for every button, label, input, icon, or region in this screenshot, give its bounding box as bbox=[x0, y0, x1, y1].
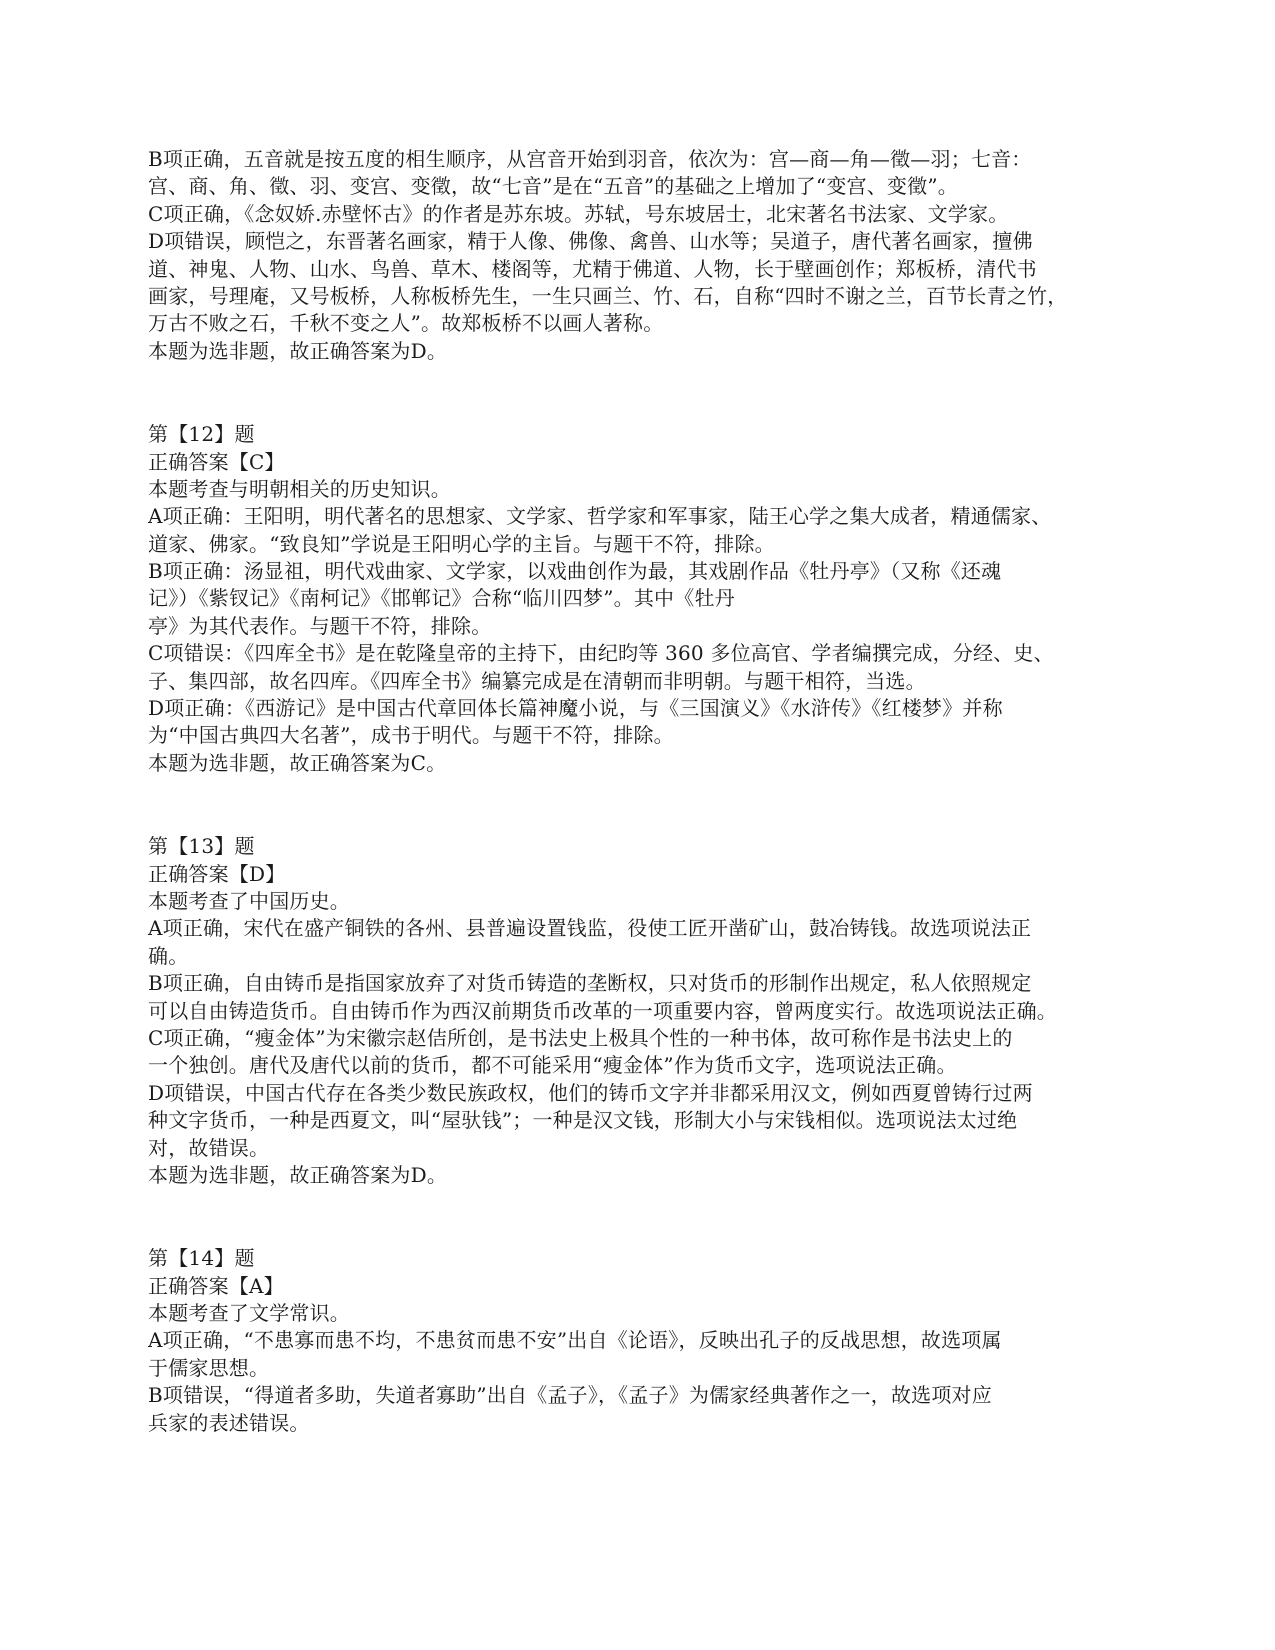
correct-answer: 正确答案【D】 bbox=[148, 861, 286, 886]
conclusion-line: 本题为选非题，故正确答案为D。 bbox=[148, 1162, 448, 1187]
explanation-line: 兵家的表述错误。 bbox=[148, 1410, 310, 1435]
explanation-line: B项正确，五音就是按五度的相生顺序，从宫音开始到羽音，依次为：宫—商—角—徵—羽；七音： bbox=[148, 147, 1032, 171]
explanation-line: B项正确：汤显祖，明代戏曲家、文学家，以戏曲创作为最，其戏剧作品《牡丹亭》（又称《还魂 bbox=[148, 559, 1002, 584]
explanation-line: 记》）《紫钗记》《南柯记》《邯郸记》合称“临川四梦”。其中《牡丹 bbox=[148, 586, 735, 611]
explanation-line: C项正确，“瘦金体”为宋徽宗赵佶所创，是书法史上极具个性的一种书体，故可称作是书法史上的 bbox=[148, 1025, 1013, 1050]
explanation-line: A项正确，宋代在盛产铜铁的各州、县普遍设置钱监，役使工匠开凿矿山，鼓冶铸钱。故选项说法正 bbox=[148, 916, 1032, 941]
explanation-line: 本题考查与明朝相关的历史知识。 bbox=[148, 476, 451, 501]
explanation-line: 宫、商、角、徵、羽、变宫、变徵，故“七音”是在“五音”的基础之上增加了“变宫、变徵”。 bbox=[148, 174, 958, 199]
explanation-line: 画家，号理庵，又号板桥，人称板桥先生，一生只画兰、竹、石，自称“四时不谢之兰，百节长青之竹， bbox=[148, 283, 1068, 308]
explanation-line: 子、集四部，故名四库。《四库全书》编纂完成是在清朝而非明朝。与题干相符，当选。 bbox=[148, 668, 926, 693]
section-spacer bbox=[148, 365, 1108, 421]
question-number: 第【12】题 bbox=[148, 422, 255, 447]
section-spacer bbox=[148, 1189, 1108, 1245]
explanation-line: B项正确，自由铸币是指国家放弃了对货币铸造的垄断权，只对货币的形制作出规定，私人依照规定 bbox=[148, 971, 1032, 996]
question-number: 第【14】题 bbox=[148, 1246, 255, 1271]
section-spacer bbox=[148, 777, 1108, 833]
correct-answer: 正确答案【C】 bbox=[148, 449, 285, 474]
explanation-line: B项错误，“得道者多助，失道者寡助”出自《孟子》，《孟子》为儒家经典著作之一，故选项对应 bbox=[148, 1383, 992, 1408]
explanation-line: 为“中国古典四大名著”，成书于明代。与题干不符，排除。 bbox=[148, 723, 674, 748]
explanation-line: 本题考查了文学常识。 bbox=[148, 1301, 350, 1326]
conclusion-line: 本题为选非题，故正确答案为C。 bbox=[148, 750, 447, 775]
explanation-line: 万古不败之石，千秋不变之人”。故郑板桥不以画人著称。 bbox=[148, 311, 664, 336]
document-page bbox=[148, 146, 1108, 1437]
explanation-line: 可以自由铸造货币。自由铸币作为西汉前期货币改革的一项重要内容，曾两度实行。故选项说法正确。 bbox=[148, 998, 1057, 1023]
explanation-line: A项正确，“不患寡而患不均，不患贫而患不安”出自《论语》，反映出孔子的反战思想，故选项属 bbox=[148, 1328, 1002, 1353]
explanation-line: 种文字货币，一种是西夏文，叫“屋驮钱”；一种是汉文钱，形制大小与宋钱相似。选项说法太过绝 bbox=[148, 1108, 1018, 1133]
question-12 bbox=[148, 421, 1108, 777]
explanation-line: C项正确，《念奴娇.赤壁怀古》的作者是苏东坡。苏轼，号东坡居士，北宋著名书法家、文学家。 bbox=[148, 201, 1009, 226]
explanation-line: D项错误，顾恺之，东晋著名画家，精于人像、佛像、禽兽、山水等；吴道子，唐代著名画家，擅佛 bbox=[148, 229, 1033, 254]
question-11-explanation bbox=[148, 146, 1108, 365]
explanation-line: D项错误，中国古代存在各类少数民族政权，他们的铸币文字并非都采用汉文，例如西夏曾铸行过两 bbox=[148, 1080, 1033, 1105]
correct-answer: 正确答案【A】 bbox=[148, 1273, 284, 1298]
explanation-line: C项错误：《四库全书》是在乾隆皇帝的主持下，由纪昀等 360 多位高官、学者编撰完成，分经、史、 bbox=[148, 641, 1054, 666]
explanation-line: 道、神鬼、人物、山水、鸟兽、草木、楼阁等，尤精于佛道、人物，长于壁画创作；郑板桥，清代书 bbox=[148, 256, 1037, 281]
explanation-line: 本题考查了中国历史。 bbox=[148, 888, 350, 913]
question-13 bbox=[148, 833, 1108, 1189]
explanation-line: 对，故错误。 bbox=[148, 1135, 270, 1160]
question-number: 第【13】题 bbox=[148, 834, 255, 859]
explanation-line: 确。 bbox=[148, 943, 189, 968]
explanation-line: 亭》为其代表作。与题干不符，排除。 bbox=[148, 613, 492, 638]
conclusion-line: 本题为选非题，故正确答案为D。 bbox=[148, 338, 448, 363]
explanation-line: 一个独创。唐代及唐代以前的货币，都不可能采用“瘦金体”作为货币文字，选项说法正确。 bbox=[148, 1053, 957, 1078]
explanation-line: D项正确：《西游记》是中国古代章回体长篇神魔小说，与《三国演义》《水浒传》《红楼梦》并称 bbox=[148, 696, 1003, 721]
question-14 bbox=[148, 1245, 1108, 1437]
explanation-line: A项正确：王阳明，明代著名的思想家、文学家、哲学家和军事家，陆王心学之集大成者，精通儒家、 bbox=[148, 504, 1052, 529]
explanation-line: 于儒家思想。 bbox=[148, 1355, 270, 1380]
explanation-line: 道家、佛家。“致良知”学说是王阳明心学的主旨。与题干不符，排除。 bbox=[148, 531, 775, 556]
